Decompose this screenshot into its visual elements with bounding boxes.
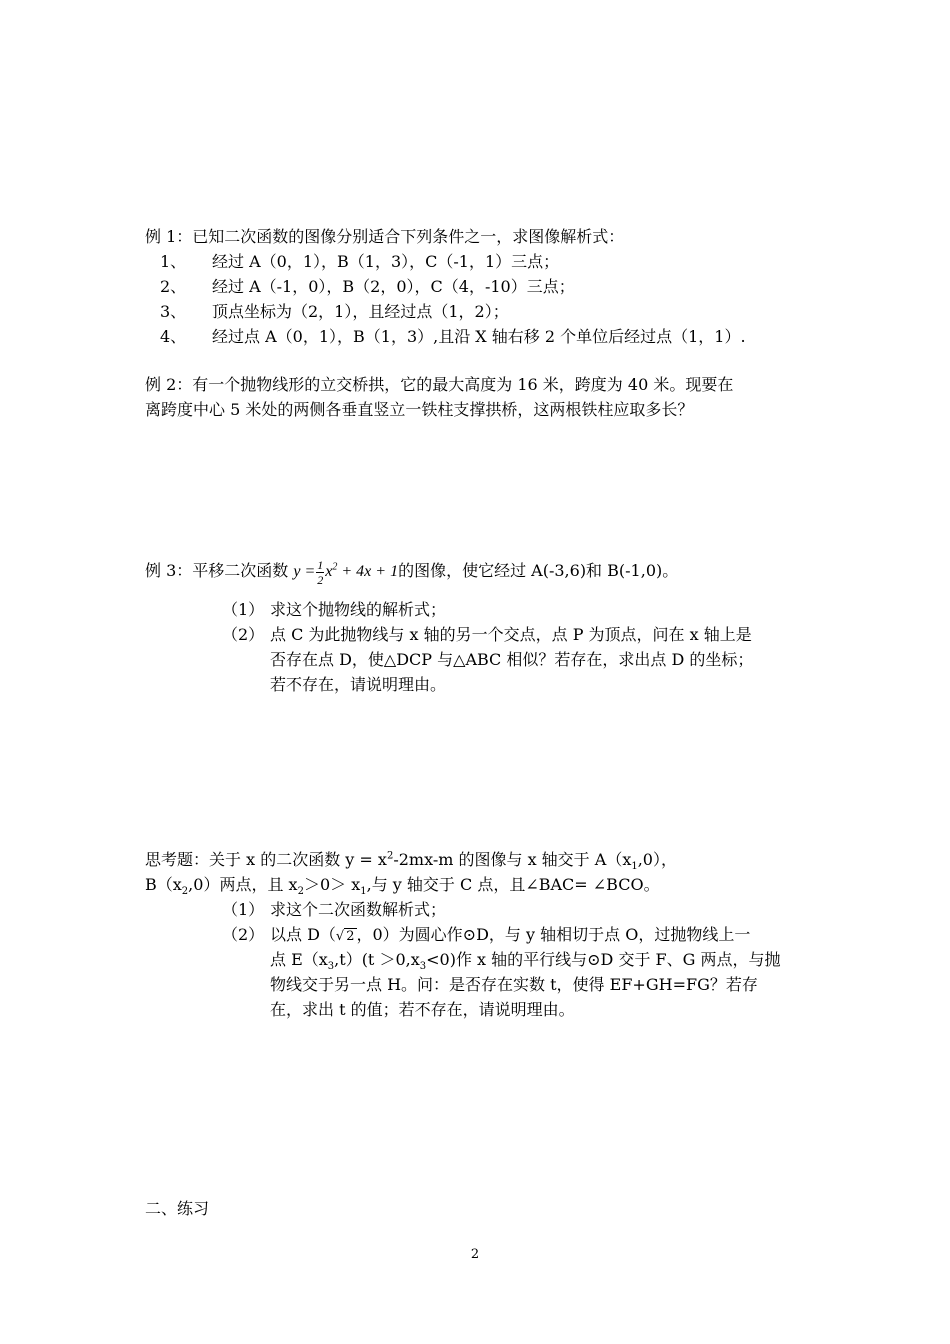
item-number: 1、 [160,252,187,271]
fraction [316,558,324,587]
item-text: 经过 A（-1，0），B（2，0），C（4，-10）三点； [212,277,575,296]
example-1-item [160,275,575,299]
text: ，0）为圆心作⊙D，与 y 轴相切于点 O，过抛物线上一 [356,925,751,944]
item-text: 经过 A（0，1），B（1，3），C（-1，1）三点； [212,252,560,271]
text: <0)作 x 轴的平行线与⊙D 交于 F、G 两点，与抛 [426,950,781,969]
example-1-title: 例 1：已知二次函数的图像分别适合下列条件之一，求图像解析式： [145,227,625,246]
subscript: 2 [297,886,304,898]
question-number: （2） [222,925,265,944]
sqrt-symbol: √ 2 [335,929,355,944]
subscript: 3 [327,961,335,973]
item-text: 顶点坐标为（2，1），且经过点（1，2）； [212,302,509,321]
think-q2-cont [270,948,781,972]
formula-y: y = [293,563,316,581]
subscript: 1 [631,861,638,873]
example-2-line: 离跨度中心 5 米处的两侧各垂直竖立一铁柱支撑拱桥，这两根铁柱应取多长？ [145,400,694,419]
text: 思考题：关于 x 的二次函数 y = x [145,850,387,869]
think-q2-cont: 在，求出 t 的值；若不存在，请说明理由。 [270,1000,575,1019]
example-3-q2 [222,623,752,647]
item-number: 4、 [160,327,187,346]
think-q2 [222,923,750,949]
text: ,t）(t ＞0,x [334,950,420,969]
example-2-line: 例 2：有一个抛物线形的立交桥拱，它的最大高度为 16 米，跨度为 40 米。现要在 [145,375,734,394]
example-3-q2-cont: 否存在点 D，使△DCP 与△ABC 相似？若存在，求出点 D 的坐标； [270,650,754,669]
item-number: 3、 [160,302,187,321]
superscript: 2 [386,850,394,862]
page-number: 2 [470,1247,480,1262]
question-number: （2） [222,625,265,644]
subscript: 3 [419,961,427,973]
text: ,与 y 轴交于 C 点，且∠BAC= ∠BCO。 [366,875,660,894]
question-text: 求这个二次函数解析式； [270,900,447,919]
think-q1 [222,898,446,922]
example-3-q2-cont: 若不存在，请说明理由。 [270,675,447,694]
think-line-1 [145,848,677,872]
text: B（x [145,875,182,894]
example-1-item [160,250,559,274]
example-3-prefix: 例 3：平移二次函数 [145,561,294,581]
text: -2mx-m 的图像与 x 轴交于 A（x [393,850,632,869]
subscript: 2 [181,886,189,898]
example-3-q1 [222,598,446,622]
formula-rest: + 4x + 1 [337,563,399,581]
section-heading: 二、练习 [145,1199,210,1218]
formula-exponent: 2 [332,561,338,573]
think-line-2 [145,873,660,897]
text: 以点 D（ [270,925,336,944]
example-3-title [145,558,678,587]
text: ,0）两点，且 x [188,875,298,894]
question-number: （1） [222,900,265,919]
item-text: 经过点 A（0，1），B（1，3）,且沿 X 轴右移 2 个单位后经过点（1，1）. [212,327,746,346]
question-text: 点 C 为此抛物线与 x 轴的另一个交点，点 P 为顶点，问在 x 轴上是 [270,625,752,644]
text: ,0）， [637,850,677,869]
example-1-item [160,300,509,324]
formula-x: x [325,563,333,581]
question-number: （1） [222,600,265,619]
fraction-numerator: 1 [317,558,324,572]
text: 点 E（x [270,950,328,969]
think-q2-cont: 物线交于另一点 H。问：是否存在实数 t，使得 EF+GH=FG？若存 [270,975,758,994]
subscript: 1 [360,886,367,898]
example-3-suffix: 的图像，使它经过 A(-3,6)和 B(-1,0)。 [398,561,679,581]
formula [293,558,399,587]
question-text: 求这个抛物线的解析式； [270,600,447,619]
text: ＞0＞ x [303,875,361,894]
example-1-item [160,325,746,349]
item-number: 2、 [160,277,187,296]
fraction-denominator: 2 [317,573,324,587]
sqrt-radicand: 2 [346,929,355,944]
